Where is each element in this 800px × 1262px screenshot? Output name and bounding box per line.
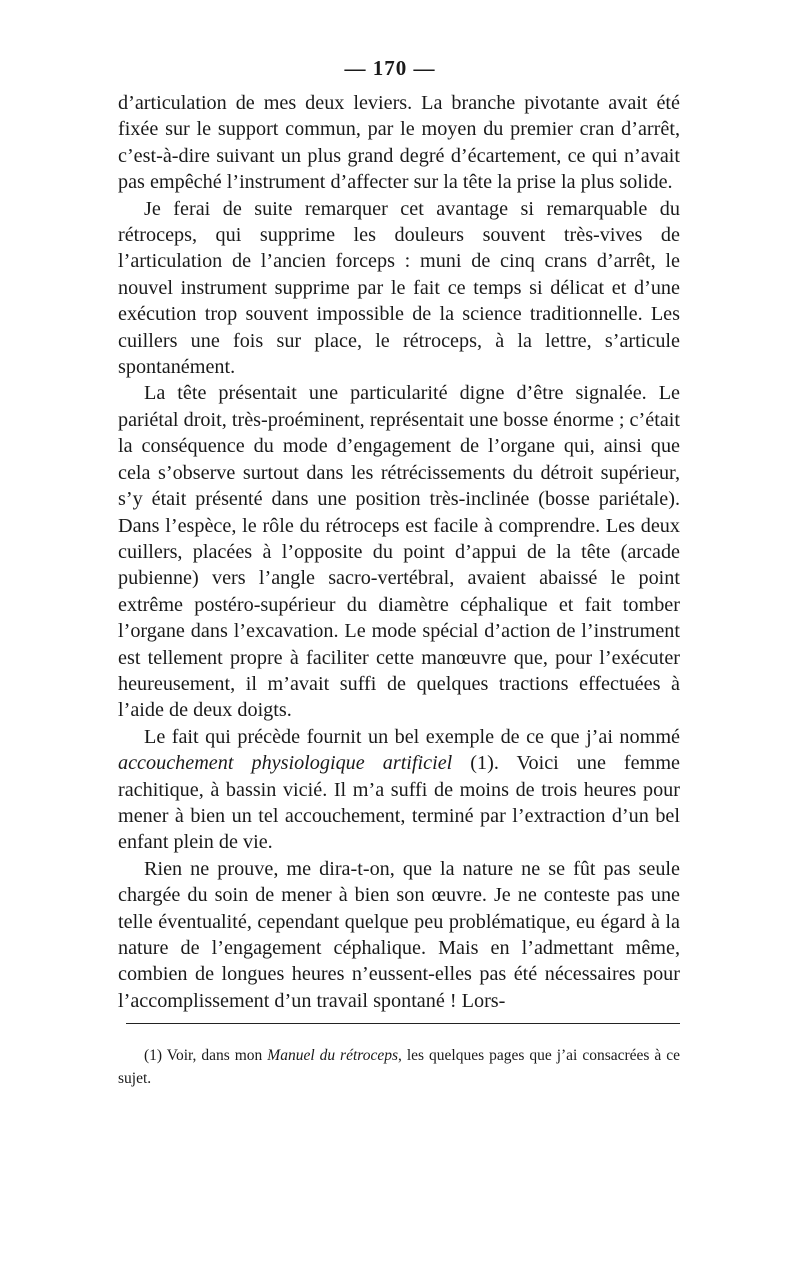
footnote-text-before: (1) Voir, dans mon (144, 1047, 268, 1064)
footnote-rule (126, 1023, 680, 1024)
paragraph-3: La tête présentait une particularité digne d’être signalée. Le pariétal droit, très-proéminent, représentait une bosse énorme ; c’était la conséquence du mode d’engagement de l’organe qui, ainsi que cela s’observe surtout dans les rétrécissements du détroit supérieur, s’y était présenté dans une position très-inclinée (bosse pariétale). Dans l’espèce, le rôle du rétroceps est facile à comprendre. Les deux cuillers, placées à l’opposite du point d’appui de la tête (arcade pubienne) vers l’angle sacro-vertébral, avaient abaissé le point extrême postéro-supérieur du diamètre céphalique et fait tomber l’organe dans l’excavation. Le mode spécial d’action de l’instrument est tellement propre à faciliter cette manœuvre que, pour l’exécuter heureusement, il m’avait suffi de quelques tractions effectuées à l’aide de deux doigts. (118, 382, 680, 722)
paragraph-4-text-after: (1). Voici une femme rachitique, à bassin vicié. Il m’a suffi de moins de trois heures pour mener à bien un tel accouchement, terminé par l’extraction d’un bel enfant plein de vie. (118, 752, 680, 854)
footnote (118, 1044, 680, 1090)
footnote-italic-title: Manuel du rétroceps (267, 1047, 399, 1064)
page-number: — 170 — (344, 56, 436, 80)
paragraph-4-italic-term: accouchement physiologique artificiel (118, 752, 453, 775)
paragraph-1: d’articulation de mes deux leviers. La branche pivotante avait été fixée sur le support commun, par le moyen du premier cran d’arrêt, c’est-à-dire suivant un plus grand degré d’écartement, ce qui n’avait pas empêché l’instrument d’affecter sur la tête la prise la plus solide. (118, 92, 680, 194)
paragraph-4-text-before: Le fait qui précède fournit un bel exemple de ce que j’ai nommé (144, 725, 680, 748)
paragraph-2: Je ferai de suite remarquer cet avantage si remarquable du rétroceps, qui supprime les douleurs souvent très-vives de l’articulation de l’ancien forceps : muni de cinq crans d’arrêt, le nouvel instrument supprime par le fait ce temps si délicat et d’une exécution trop souvent impossible de la science traditionnelle. Les cuillers une fois sur place, le rétroceps, à la lettre, s’articule spontanément. (118, 197, 680, 379)
footnote-text-after: , les quelques pages que j’ai consacrées à ce sujet. (118, 1047, 680, 1087)
body-text (118, 90, 680, 1014)
paragraph-5: Rien ne prouve, me dira-t-on, que la nature ne se fût pas seule chargée du soin de mener à bien son œuvre. Je ne conteste pas une telle éventualité, cependant quelque peu problématique, eu égard à la nature de l’engagement céphalique. Mais en l’admettant même, combien de longues heures n’eussent-elles pas été nécessaires pour l’accomplissement d’un travail spontané ! Lors- (118, 857, 680, 1012)
paragraph-4 (118, 724, 680, 856)
